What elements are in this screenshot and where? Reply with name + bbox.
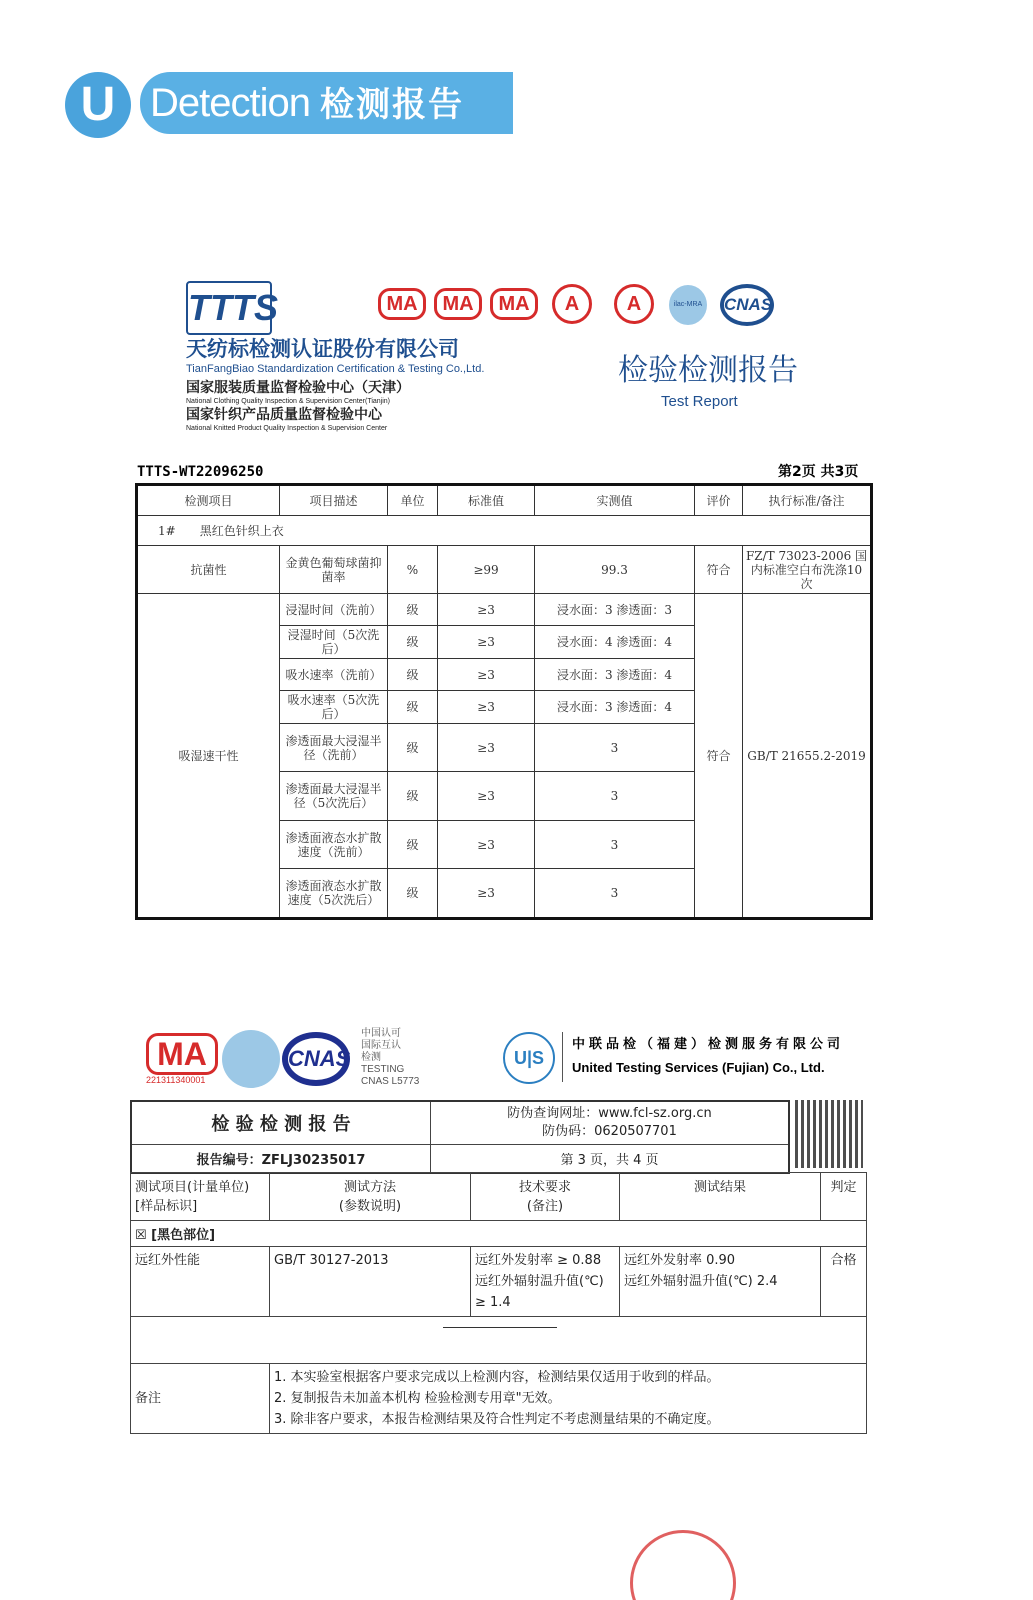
cell: 3 [535,821,695,869]
company2-cn: 中联品检（福建）检测服务有限公司 [572,1037,845,1052]
cell: 吸水速率（洗前） [280,659,388,691]
company2-en: United Testing Services (Fujian) Co., Ltd. [572,1060,825,1075]
cell: 3 [535,724,695,772]
cnas-logo-icon: CNAS [720,284,774,326]
table-row [137,594,872,626]
center2-en: National Knitted Product Quality Inspection & Supervision Center [186,425,388,432]
uts-logo-icon: U|S [503,1032,555,1084]
header-cell: 执行标准/备注 [743,485,872,516]
cell: GB/T 21655.2-2019 [743,594,872,919]
notes-label: 备注 [131,1364,270,1434]
sample-row: 1# 黑红色针织上衣 [137,516,872,546]
u-logo: U [65,72,131,138]
cell: 远红外发射率 ≥ 0.88 远红外辐射温升值(℃) ≥ 1.4 [471,1247,620,1317]
header-cell: 测试结果 [620,1173,821,1221]
cell: 3 [535,772,695,821]
report2-title: 检 验 检 测 报 告 [131,1101,431,1145]
report2-number: 报告编号：ZFLJ30235017 [131,1145,431,1173]
cell: 抗菌性 [137,546,280,594]
report2-page: 第 3 页，共 4 页 [431,1145,790,1173]
header-cell: 单位 [388,485,438,516]
cell: 级 [388,626,438,659]
cell: ≥3 [438,869,535,919]
verify-code: 防伪码：0620507701 [542,1124,677,1139]
table-header-row [131,1173,867,1221]
header-cell: 测试项目(计量单位) [样品标识] [131,1173,270,1221]
cell: ≥3 [438,594,535,626]
cell: GB/T 30127-2013 [270,1247,471,1317]
header-cell: 判定 [821,1173,867,1221]
cal-seal-icon: A [552,284,592,324]
ilac-logo-icon [222,1030,280,1088]
header-cell: 技术要求 (备注) [471,1173,620,1221]
cell: 浸湿时间（5次洗后） [280,626,388,659]
ilac-logo-icon: ilac-MRA [669,285,707,325]
cell: 级 [388,691,438,724]
cell: 渗透面液态水扩散速度（洗前） [280,821,388,869]
banner-title: Detection [150,81,310,125]
company-cn: 天纺标检测认证股份有限公司 [186,337,459,361]
ma-number: 221311340001 [146,1075,206,1085]
cell: 级 [388,869,438,919]
report-number: TTTS-WT22096250 [137,464,264,480]
cell: 远红外发射率 0.90 远红外辐射温升值(℃) 2.4 [620,1247,821,1317]
note: 2. 复制报告未加盖本机构 检验检测专用章"无效。 [274,1391,561,1406]
cell: ≥3 [438,659,535,691]
report2-header-box [130,1100,790,1174]
banner-title-cn: 检测报告 [319,86,464,124]
header-cell: 项目描述 [280,485,388,516]
ma-seal-icon: MA [146,1033,218,1075]
cell: 级 [388,659,438,691]
cell: 99.3 [535,546,695,594]
cell: 级 [388,594,438,626]
detection-banner [140,72,513,134]
cell: 浸水面：3 渗透面：4 [535,659,695,691]
notes-row [131,1364,867,1434]
cell: 浸水面：3 渗透面：4 [535,691,695,724]
center2-cn: 国家针织产品质量监督检验中心 [186,407,382,423]
test-table-2 [130,1172,867,1434]
header-cell: 标准值 [438,485,535,516]
report-title-en: Test Report [661,393,738,410]
note: 3. 除非客户要求，本报告检测结果及符合性判定不考虑测量结果的不确定度。 [274,1412,720,1427]
cell: 合格 [821,1247,867,1317]
stamp-seal-icon [630,1530,736,1600]
cell: ≥3 [438,772,535,821]
cell: 远红外性能 [131,1247,270,1317]
cell: 级 [388,772,438,821]
cell: 浸水面：3 渗透面：3 [535,594,695,626]
test-table-1 [135,483,873,920]
header-cell: 检测项目 [137,485,280,516]
center1-en: National Clothing Quality Inspection & Supervision Center(Tianjin) [186,398,391,405]
qr-code-icon [795,1100,863,1168]
ma-seal-icon: MA [378,288,426,320]
cell: ≥3 [438,821,535,869]
cell: 浸水面：4 渗透面：4 [535,626,695,659]
ma-seal-icon: MA [434,288,482,320]
cell: ≥3 [438,724,535,772]
ttts-logo: TTTS [186,281,272,335]
page-indicator: 第2页 共3页 [778,464,859,480]
cell: ≥3 [438,691,535,724]
header-cell: 实测值 [535,485,695,516]
verify-url: 防伪查询网址：www.fcl-sz.org.cn [507,1106,712,1121]
cell: 符合 [695,594,743,919]
cal-seal-icon: A [614,284,654,324]
cell: 级 [388,724,438,772]
cell: 符合 [695,546,743,594]
center1-cn: 国家服装质量监督检验中心（天津） [186,380,410,396]
note: 1. 本实验室根据客户要求完成以上检测内容，检测结果仅适用于收到的样品。 [274,1370,720,1385]
cell: FZ/T 73023-2006 国内标准空白布洗涤10次 [743,546,872,594]
report-title-cn: 检验检测报告 [618,353,798,388]
table-row [131,1247,867,1317]
cell: 级 [388,821,438,869]
header-cell: 测试方法 (参数说明) [270,1173,471,1221]
cell: 3 [535,869,695,919]
header-cell: 评价 [695,485,743,516]
cell: 渗透面液态水扩散速度（5次洗后） [280,869,388,919]
cnas-text: 中国认可 国际互认 检测 TESTING CNAS L5773 [361,1028,420,1087]
cell: 渗透面最大浸湿半径（洗前） [280,724,388,772]
cnas-logo-icon: CNAS [282,1032,350,1086]
cell: 吸水速率（5次洗后） [280,691,388,724]
cell: 金黄色葡萄球菌抑菌率 [280,546,388,594]
cell: % [388,546,438,594]
table-row [137,546,872,594]
table-header-row [137,485,872,516]
company-en: TianFangBiao Standardization Certification & Testing Co.,Ltd. [186,363,485,375]
part-row: ☒ [黑色部位] [131,1221,867,1247]
cell: 渗透面最大浸湿半径（5次洗后） [280,772,388,821]
cell: ≥99 [438,546,535,594]
ma-seal-icon: MA [490,288,538,320]
cell: ≥3 [438,626,535,659]
cell: 吸湿速干性 [137,594,280,919]
cell: 浸湿时间（洗前） [280,594,388,626]
